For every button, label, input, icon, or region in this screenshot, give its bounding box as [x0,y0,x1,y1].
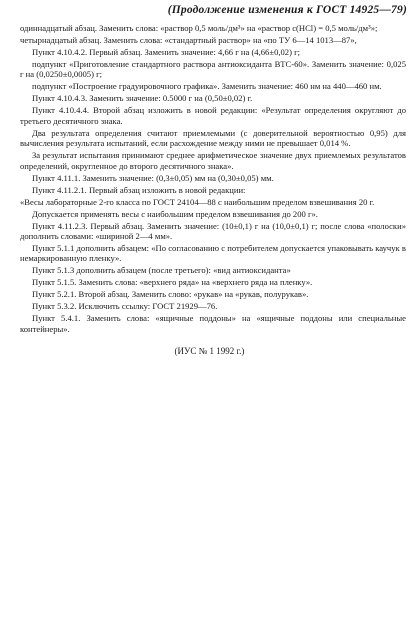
publication-reference: (ИУС № 1 1992 г.) [174,346,245,356]
paragraph: Пункт 4.11.1. Заменить значение: (0,3±0,05) мм на (0,30±0,05) мм. [32,172,274,183]
paragraph: Пункт 4.11.2.1. Первый абзац изложить в новой редакции: [32,184,246,195]
paragraph: «Весы лабораторные 2-го класса по ГОСТ 24104—88 с наибольшим пределом взвешивания 20 г. [20,196,375,207]
paragraph: Пункт 5.1.3 дополнить абзацем (после третьего): «вид антиоксиданта» [32,265,291,276]
paragraph: Пункт 4.10.4.2. Первый абзац. Заменить значение: 4,66 г на (4,66±0,02) г; [32,47,301,57]
paragraph: подпункт «Построение градуировочного графика». Заменить значение: 460 нм на 440—460 нм. [32,81,382,92]
paragraph: одиннадцатый абзац. Заменить слова: «раствор 0,5 моль/дм³» на «раствор с(HCl) = 0,5 моль/дм³»; [20,23,378,33]
paragraph: Допускается применять весы с наибольшим пределом взвешивания до 200 г». [32,208,318,219]
document-body [20,23,409,336]
paragraph: Пункт 5.3.2. Исключить ссылку: ГОСТ 21929—76. [32,301,218,312]
paragraph: За результат испытания принимают среднее арифметическое значение двух приемлемых результатов определений, округленное до второго десятичного знака». [20,150,409,171]
paragraph: четырнадцатый абзац. Заменить слова: «стандартный раствор» на «по ТУ 6—14 1013—87», [20,35,357,45]
paragraph: Пункт 4.10.4.3. Заменить значение: 0.5000 г на (0,50±0,02) г. [32,93,253,104]
paragraph: Пункт 5.4.1. Заменить слова: «ящичные поддоны» на «ящичные поддоны или специальные контейнеры». [20,313,409,334]
paragraph: Пункт 4.10.4.4. Второй абзац изложить в новой редакции: «Результат определения округляют до третьего десятичного знака. [20,105,409,126]
paragraph: Два результата определения считают приемлемыми (с доверительной вероятностью 0,95) для вычисления результата испытаний, если расхождение между ними не превышает 0,014 %. [20,127,409,149]
paragraph: подпункт «Приготовление стандартного раствора антиоксиданта ВТС-60». Заменить значение: 0,025 г на (0,0250±0,0005) г; [20,59,409,80]
paragraph: Пункт 4.11.2.3. Первый абзац. Заменить значение: (10±0,1) г на (10,0±0,1) г; после слова «полоски» дополнить словами: «шириной 2—4 мм». [20,220,409,242]
paragraph: Пункт 5.2.1. Второй абзац. Заменить слово: «рукав» на «рукав, полурукав». [32,289,309,300]
paragraph: Пункт 5.1.5. Заменить слова: «верхнего ряда» на «верхнего ряда на пленку». [32,277,313,288]
page-heading: (Продолжение изменения к ГОСТ 14925—79) [167,4,407,16]
paragraph: Пункт 5.1.1 дополнить абзацем: «По согласованию с потребителем допускается упаковывать каучук в немаркированную пленку». [20,243,409,264]
